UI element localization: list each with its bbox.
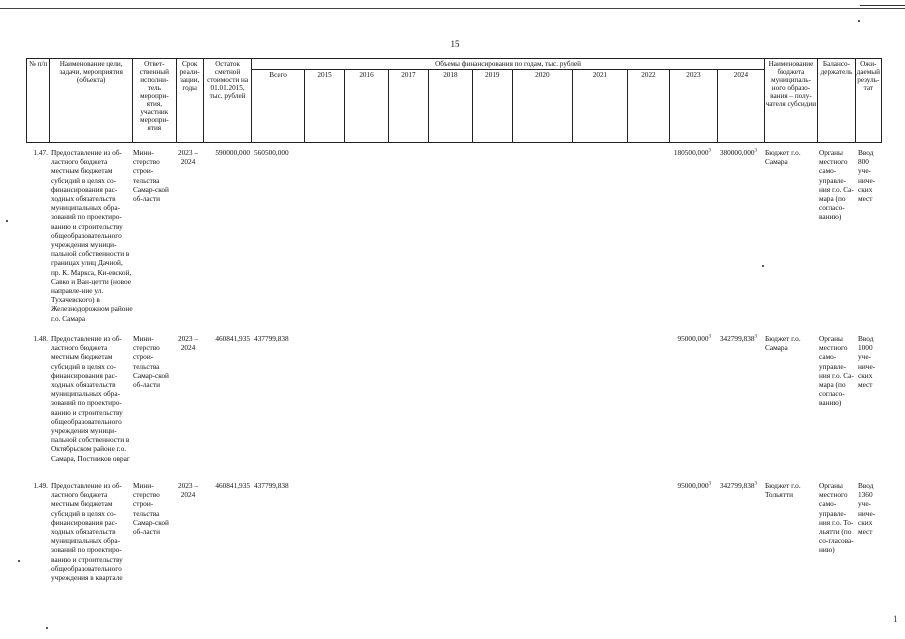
row-term: 2023 – 2024 — [177, 334, 199, 353]
header-num: № п/п — [27, 59, 50, 143]
row-number: 1.48. — [33, 334, 48, 343]
row-total: 560500,000 — [254, 148, 289, 157]
header-total: Всего — [252, 70, 305, 143]
header-year: 2022 — [628, 70, 669, 143]
row-2023 — [666, 148, 711, 157]
row-2023 — [666, 334, 711, 343]
row-2023 — [666, 481, 711, 490]
header-year: 2018 — [429, 70, 472, 143]
row-budget: Бюджет г.о. Самара — [765, 148, 801, 167]
row-total: 437799,838 — [254, 481, 289, 490]
row-number: 1.47. — [33, 148, 48, 157]
header-name: Наименование цели, задачи, мероприятия (объекта) — [50, 59, 133, 143]
row-name: Предоставление из об-ластного бюджета местным бюджетам субсидий в целях со-финансирования рас-ходных обязательств муниципальных обра-зований по проектиро-ванию и строительству общеобразовательного учреждения в квартале — [51, 481, 123, 583]
row-2024-value: 380000,000 — [719, 148, 755, 157]
row-rest: 460841,935 — [215, 334, 250, 343]
row-2023-footnote: 3 — [708, 334, 711, 340]
scan-speck — [46, 627, 48, 629]
header-year: 2024 — [718, 70, 765, 143]
header-term: Срок реали-зации, годы — [176, 59, 203, 143]
row-rest: 460841,935 — [215, 481, 250, 490]
row-holder: Органы местного само-управле-ния г.о. То-льятти (по со-гласова-нию) — [819, 481, 854, 555]
row-name: Предоставление из об-ластного бюджета местным бюджетам субсидий в целях со-финансирования рас-ходных обязательств муниципальных обра-зований по проектиро-ванию и строительству общеобразовательного учреждения муници-пальной собственности в Октябрьском районе г.о. Самара, Постников овраг — [51, 334, 130, 463]
header-table — [26, 58, 882, 143]
row-total: 437799,838 — [254, 334, 289, 343]
row-2024-footnote: 3 — [754, 334, 757, 340]
header-rest: Остаток сметной стоимости на 01.01.2015, тыс. рублей — [203, 59, 252, 143]
header-year: 2017 — [388, 70, 428, 143]
row-2024-footnote: 3 — [754, 148, 757, 154]
row-responsible: Мини-стерство строи-тельства Самар-ской об-ласти — [133, 148, 169, 204]
row-2024-footnote: 3 — [754, 481, 757, 487]
row-2023-footnote: 3 — [708, 481, 711, 487]
row-2024 — [712, 334, 757, 343]
row-2023-value: 180500,000 — [673, 148, 709, 157]
row-budget: Бюджет г.о. Тольятти — [765, 481, 801, 500]
header-year: 2020 — [513, 70, 573, 143]
header-year: 2015 — [304, 70, 344, 143]
scan-speck — [762, 265, 764, 267]
header-responsible: Ответ-ственный исполни-тель меропри-ятия, участник меропри-ятия — [133, 59, 176, 143]
row-2023-value: 95000,000 — [677, 334, 709, 343]
row-2023-value: 95000,000 — [677, 481, 709, 490]
header-year: 2023 — [669, 70, 718, 143]
header-budget: Наименование бюджета муниципаль-ного образо-вания – полу-чателя субсидии — [764, 59, 818, 143]
row-term: 2023 – 2024 — [177, 481, 199, 500]
header-year: 2019 — [472, 70, 512, 143]
header-funding-group: Объемы финансирования по годам, тыс. рублей — [252, 59, 764, 70]
header-holder: Балансо-держатель — [818, 59, 855, 143]
row-2024 — [712, 481, 757, 490]
row-number: 1.49. — [33, 481, 48, 490]
row-result: Ввод 1000 уче-ниче-ских мест — [858, 334, 876, 390]
row-2024-value: 342799,838 — [719, 481, 755, 490]
scan-top-rule-fragment — [860, 5, 905, 6]
header-result: Ожи-даемый резуль-тат — [855, 59, 881, 143]
row-name: Предоставление из об-ластного бюджета местным бюджетам субсидий в целях со-финансирования рас-ходных обязательств муниципальных обра-зований по проектиро-ванию и строительству общеобразовательного учреждения муници-пальной собственности в границах улиц Дачной, пр. К. Маркса, Ки-евской, Савко и Ван-цетти (новое направле-ние ул. Тухачевского) в Железнодорожном районе г.о. Самара — [51, 148, 133, 323]
row-responsible: Мини-стерство строи-тельства Самар-ской об-ласти — [133, 334, 169, 390]
row-rest: 590000,000 — [215, 148, 250, 157]
page-number: 15 — [450, 39, 460, 49]
row-2023-footnote: 3 — [708, 148, 711, 154]
row-2024-value: 342799,838 — [719, 334, 755, 343]
scan-top-rule — [0, 8, 905, 9]
scan-speck — [858, 20, 860, 22]
row-term: 2023 – 2024 — [177, 148, 199, 167]
row-holder: Органы местного само-управле-ния г.о. Са-мара (по согласо-ванию) — [819, 148, 854, 222]
scan-speck — [6, 220, 8, 222]
header-year: 2016 — [345, 70, 388, 143]
row-result: Ввод 1360 уче-ниче-ских мест — [858, 481, 876, 537]
row-holder: Органы местного само-управле-ния г.о. Са-мара (по согласо-ванию) — [819, 334, 854, 408]
margin-number: 1 — [893, 614, 898, 624]
row-responsible: Мини-стерство строи-тельства Самар-ской об-ласти — [133, 481, 169, 537]
row-2024 — [712, 148, 757, 157]
row-result: Ввод 800 уче-ниче-ских мест — [858, 148, 876, 204]
scan-speck — [18, 560, 20, 562]
header-year: 2021 — [572, 70, 628, 143]
row-budget: Бюджет г.о. Самара — [765, 334, 801, 353]
